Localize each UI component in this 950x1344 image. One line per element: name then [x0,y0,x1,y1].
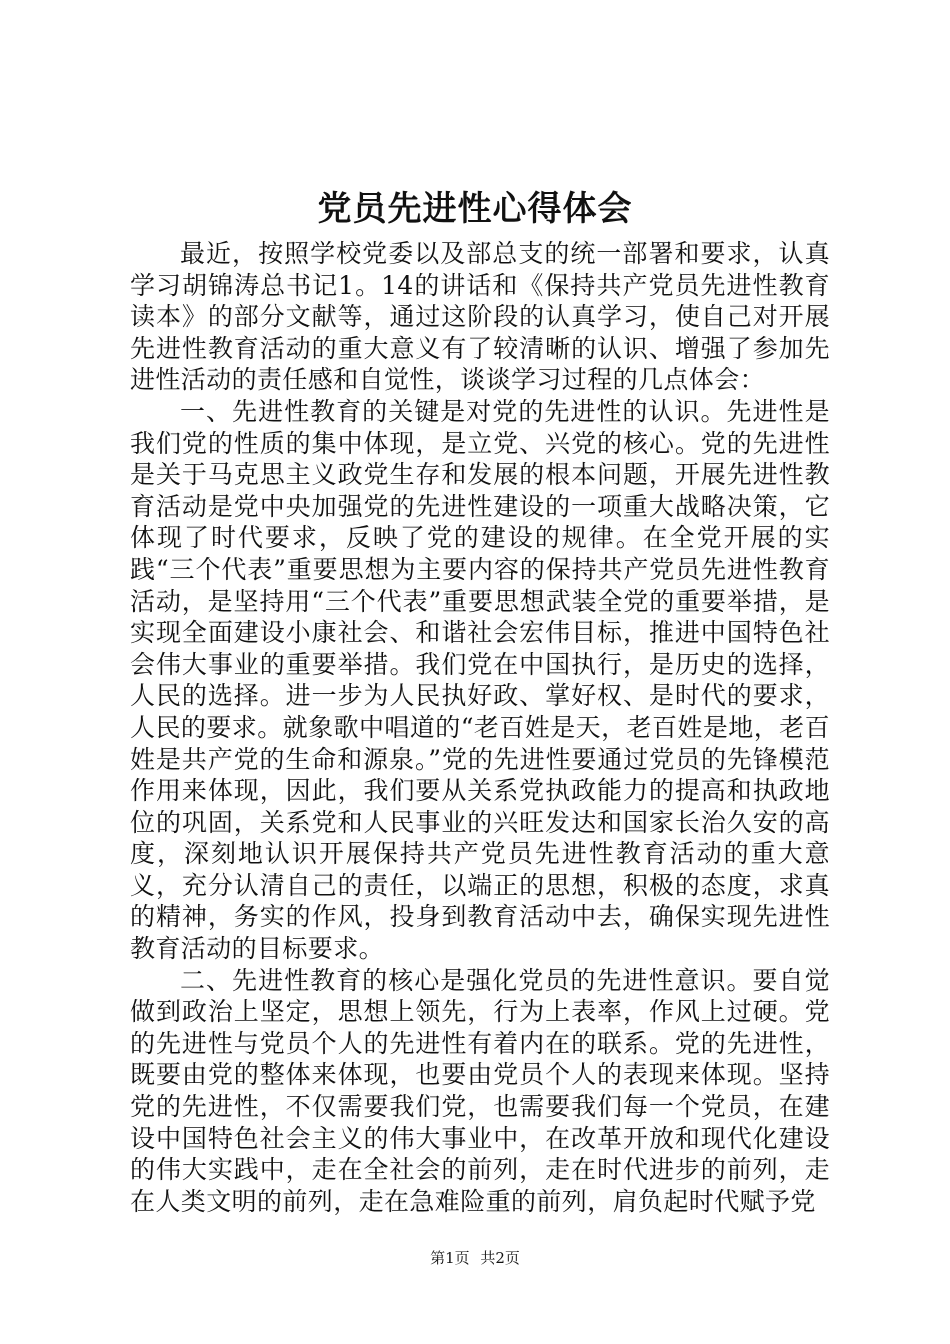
page-number: 第1页 [430,1249,470,1267]
paragraph-section-one: 一、先进性教育的关键是对党的先进性的认识。先进性是我们党的性质的集中体现，是立党、兴党的核心。党的先进性是关于马克思主义政党生存和发展的根本问题，开展先进性教育活动是党中央加强党的先进性建设的一项重大战略决策，它体现了时代要求，反映了党的建设的规律。在全党开展的实践“三个代表”重要思想为主要内容的保持共产党员先进性教育活动，是坚持用“三个代表”重要思想武装全党的重要举措，是实现全面建设小康社会、和谐社会宏伟目标，推进中国特色社会伟大事业的重要举措。我们党在中国执行，是历史的选择，人民的选择。进一步为人民执好政、掌好权、是时代的要求，人民的要求。就象歌中唱道的“老百姓是天，老百姓是地，老百姓是共产党的生命和源泉。”党的先进性要通过党员的先锋模范作用来体现，因此，我们要从关系党执政能力的提高和执政地位的巩固，关系党和人民事业的兴旺发达和国家长治久安的高度，深刻地认识开展保持共产党员先进性教育活动的重大意义，充分认清自己的责任，以端正的思想，积极的态度，求真的精神，务实的作风，投身到教育活动中去，确保实现先进性教育活动的目标要求。 [130,396,830,964]
document-body [130,238,830,1217]
paragraph-section-two: 二、先进性教育的核心是强化党员的先进性意识。要自觉做到政治上坚定，思想上领先，行为上表率，作风上过硬。党的先进性与党员个人的先进性有着内在的联系。党的先进性，既要由党的整体来体现，也要由党员个人的表现来体现。坚持党的先进性，不仅需要我们党，也需要我们每一个党员，在建设中国特色社会主义的伟大事业中，在改革开放和现代化建设的伟大实践中，走在全社会的前列，走在时代进步的前列，走在人类文明的前列，走在急难险重的前列，肩负起时代赋予党 [130,965,830,1216]
page-footer [0,1248,950,1268]
document-title: 党员先进性心得体会 [317,189,633,229]
page-total: 共2页 [480,1249,520,1267]
paragraph-intro: 最近，按照学校党委以及部总支的统一部署和要求，认真学习胡锦涛总书记1。14的讲话和《保持共产党员先进性教育读本》的部分文献等，通过这阶段的认真学习，使自己对开展先进性教育活动的重大意义有了较清晰的认识、增强了参加先进性活动的责任感和自觉性，谈谈学习过程的几点体会： [130,239,830,395]
